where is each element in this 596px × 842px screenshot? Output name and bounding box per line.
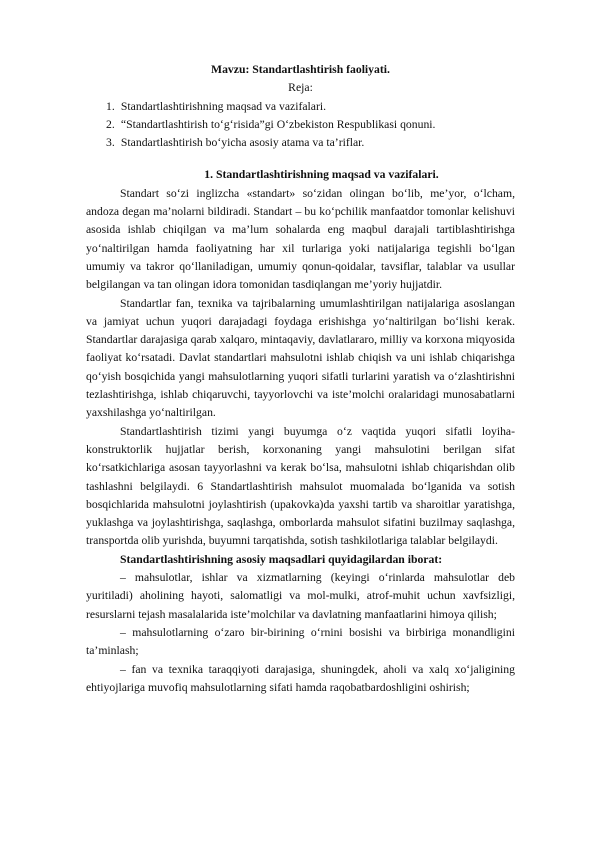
plan-item-number: 2. — [106, 117, 115, 131]
plan-item-text: Standartlashtirishning maqsad va vazifalari. — [120, 99, 327, 113]
body-paragraph: Standartlar fan, texnika va tajribalarning umumlashtirilgan natijalariga asoslangan va jamiyat uchun yuqori darajadagi foydaga erishishga yo‘naltirilgan bo‘lishi kerak. Standartlar darajasiga qarab xalqaro, mintaqaviy, davlatlararo, milliy va korxona miqyosida faoliyat ko‘rsatadi. Davlat standartlari mahsulotni ishlab chiqish va uni ishlab chiqarishga qo‘yish bosqichida yangi mahsulotlarning yuqori sifatli turlarini yaratish va o‘zlashtirishni tezlashtirishga, ishlab chiqaruvchi, tayyorlovchi va iste’molchi oralaridagi munosabatlarni yaxshilashga yo‘naltirilgan. — [86, 296, 515, 420]
section-heading: 1. Standartlashtirishning maqsad va vazifalari. — [204, 168, 439, 182]
plan-item — [86, 116, 515, 134]
plan-item-number: 1. — [106, 99, 115, 113]
plan-list — [86, 98, 515, 153]
goals-subheading: Standartlashtirishning asosiy maqsadlari quyidagilardan iborat: — [120, 552, 443, 566]
plan-item-text: “Standartlashtirish to‘g‘risida”gi O‘zbekiston Respublikasi qonuni. — [120, 117, 436, 131]
plan-item-number: 3. — [106, 136, 115, 150]
body-paragraph: Standart so‘zi inglizcha «standart» so‘zidan olingan bo‘lib, me’yor, o‘lcham, andoza degan ma’nolarni bildiradi. Standart – bu ko‘pchilik manfaatdor tomonlar kelishuvi asosida ishlab chiqilgan va ma’lum sohalarda eng maqbul darajali tartiblashtirishga yo‘naltirilgan hamda faoliyatning har xil turlariga yoki natijalariga tegishli bo‘lgan umumiy va takror qo‘llaniladigan, umumiy qonun-qoidalar, tavsiflar, talablar va usullar belgilangan va tan olingan idora tomonidan tasdiqlangan me’yoriy hujjatdir. — [86, 186, 515, 292]
plan-item — [86, 98, 515, 116]
plan-item-text: Standartlashtirish bo‘yicha asosiy atama va ta’riflar. — [120, 136, 365, 150]
body-paragraph: Standartlashtirish tizimi yangi buyumga o‘z vaqtida yuqori sifatli loyiha-konstruktorlik hujjatlar berish, korxonaning yangi mahsulotini berilgan sifat ko‘rsatkichlariga asosan tayyorlashni va kerak bo‘lsa, mahsulotni ishlab chiqarishdan olib tashlashni belgilaydi. 6 Standartlashtirish mahsulot muomalada bo‘lganida va sotish bosqichlarida mahsulotni joylashtirish (upakovka)da yaxshi tartib va sharoitlar yaratishga, yuklashga va joylashtirishga, saqlashga, omborlarda mahsulot sifatini buzilmay saqlashga, transportda olib yurishda, buyumni tarqatishda, sotish tashkilotlariga talablar belgilaydi. — [86, 424, 515, 548]
page-title: Mavzu: Standartlashtirish faoliyati. — [211, 63, 390, 76]
goal-item: – mahsulotlar, ishlar va xizmatlarning (keyingi o‘rinlarda mahsulotlar deb yuritiladi) aholining hayoti, salomatligi va mol-mulki, atrof-muhit uchun xavfsizligi, resurslarni tejash masalalarida iste’molchilar va davlatning manfaatlarini himoya qilish; — [86, 571, 515, 621]
goal-item: – mahsulotlarning o‘zaro bir-birining o‘rnini bosishi va birbiriga monandligini ta’minlash; — [86, 625, 515, 658]
goal-item: – fan va texnika taraqqiyoti darajasiga, shuningdek, aholi va xalq xo‘jaligining ehtiyojlariga muvofiq mahsulotlarning sifati hamda raqobatbardoshligini oshirish; — [86, 662, 515, 694]
document-body — [86, 61, 515, 697]
plan-label: Reja: — [288, 81, 313, 95]
plan-item — [86, 134, 515, 152]
